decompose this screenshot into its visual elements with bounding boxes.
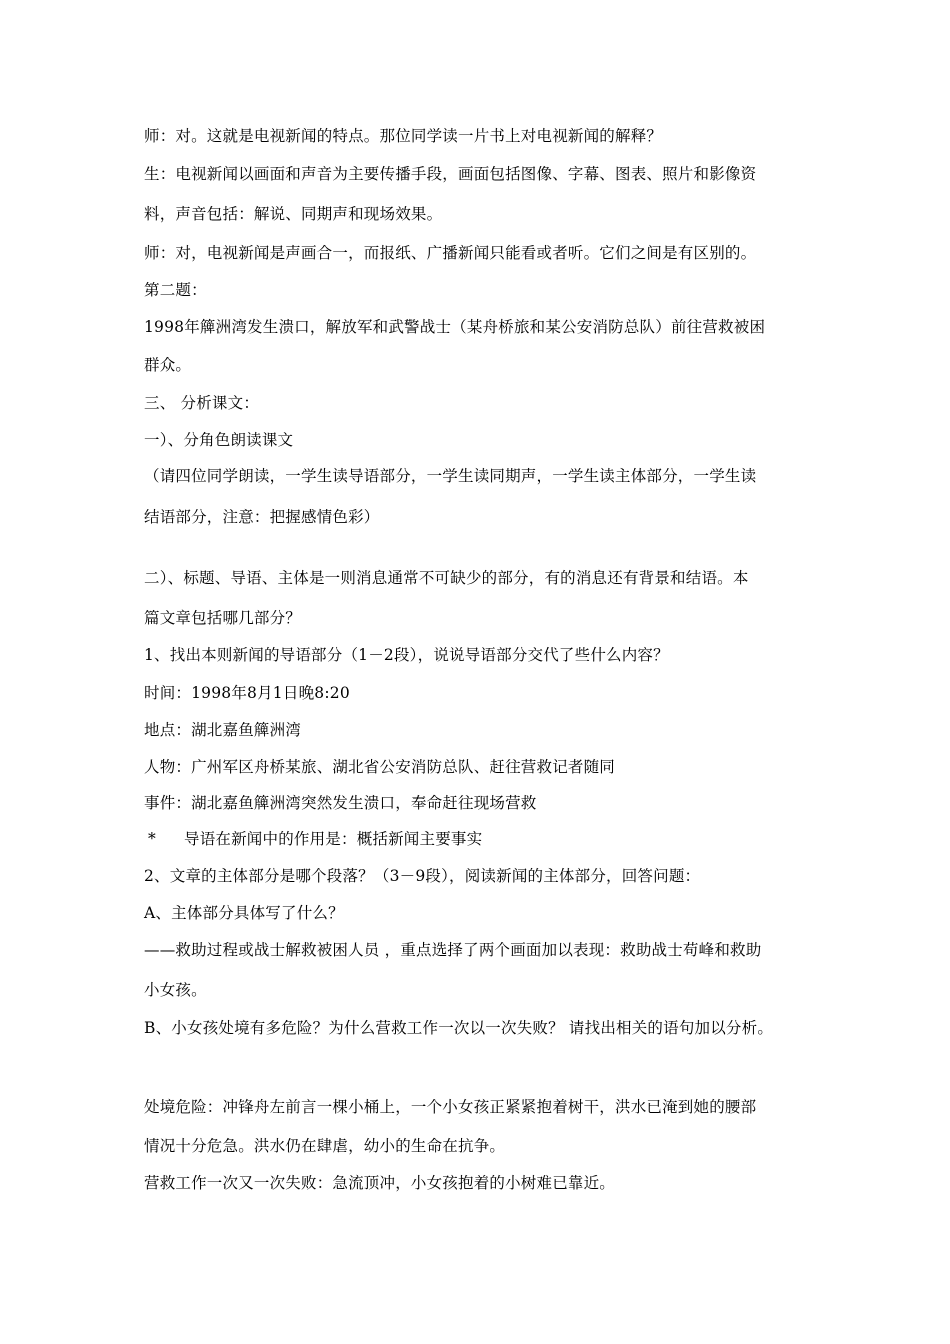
- note-text: 导语在新闻中的作用是：概括新闻主要事实: [184, 830, 483, 848]
- question-line: A、主体部分具体写了什么？: [144, 904, 344, 922]
- question-line: 2、文章的主体部分是哪个段落？（3－9段），阅读新闻的主体部分，回答问题：: [144, 867, 701, 885]
- paragraph-line: 篇文章包括哪几部分？: [144, 609, 302, 627]
- section-heading: 三、 分析课文：: [144, 394, 260, 412]
- answer-line: 地点：湖北嘉鱼簰洲湾: [144, 721, 302, 739]
- question-line: B、小女孩处境有多危险？为什么营救工作一次以一次失败？ 请找出相关的语句加以分析。: [144, 1019, 774, 1037]
- subsection-heading: 二）、标题、导语、主体是一则消息通常不可缺少的部分，有的消息还有背景和结语。本: [144, 569, 749, 587]
- answer-line: 小女孩。: [144, 981, 207, 999]
- paragraph-line: 料，声音包括：解说、同期声和现场效果。: [144, 205, 443, 223]
- paragraph-line: 结语部分，注意：把握感情色彩）: [144, 508, 380, 526]
- paragraph-line: 师：对，电视新闻是声画合一，而报纸、广播新闻只能看或者听。它们之间是有区别的。: [144, 244, 757, 262]
- paragraph-line: （请四位同学朗读，一学生读导语部分，一学生读同期声，一学生读主体部分，一学生读: [144, 467, 757, 485]
- answer-line: ——救助过程或战士解救被困人员 ，重点选择了两个画面加以表现：救助战士苟峰和救助: [144, 941, 762, 959]
- paragraph-line: 1998年簰洲湾发生溃口，解放军和武警战士（某舟桥旅和某公安消防总队）前往营救被困: [144, 318, 766, 336]
- answer-line: 人物：广州军区舟桥某旅、湖北省公安消防总队、赶往营救记者随同: [144, 758, 616, 776]
- bullet-star: *: [148, 830, 156, 848]
- answer-line: 处境危险：冲锋舟左前言一棵小桶上，一个小女孩正紧紧抱着树干，洪水已淹到她的腰部: [144, 1098, 757, 1116]
- subsection-heading: 一）、分角色朗读课文: [144, 431, 294, 449]
- paragraph-line: 师：对。这就是电视新闻的特点。那位同学读一片书上对电视新闻的解释？: [144, 127, 663, 145]
- question-line: 1、找出本则新闻的导语部分（1－2段），说说导语部分交代了些什么内容？: [144, 646, 669, 664]
- note-line: [144, 829, 482, 849]
- paragraph-line: 生：电视新闻以画面和声音为主要传播手段，画面包括图像、字幕、图表、照片和影像资: [144, 165, 757, 183]
- answer-line: 时间：1998年8月1日晚8:20: [144, 684, 350, 702]
- paragraph-line: 群众。: [144, 356, 192, 374]
- answer-line: 营救工作一次又一次失败：急流顶冲，小女孩抱着的小树难已靠近。: [144, 1174, 616, 1192]
- section-heading: 第二题：: [144, 281, 207, 299]
- answer-line: 事件：湖北嘉鱼簰洲湾突然发生溃口，奉命赶往现场营救: [144, 794, 537, 812]
- answer-line: 情况十分危急。洪水仍在肆虐，幼小的生命在抗争。: [144, 1137, 506, 1155]
